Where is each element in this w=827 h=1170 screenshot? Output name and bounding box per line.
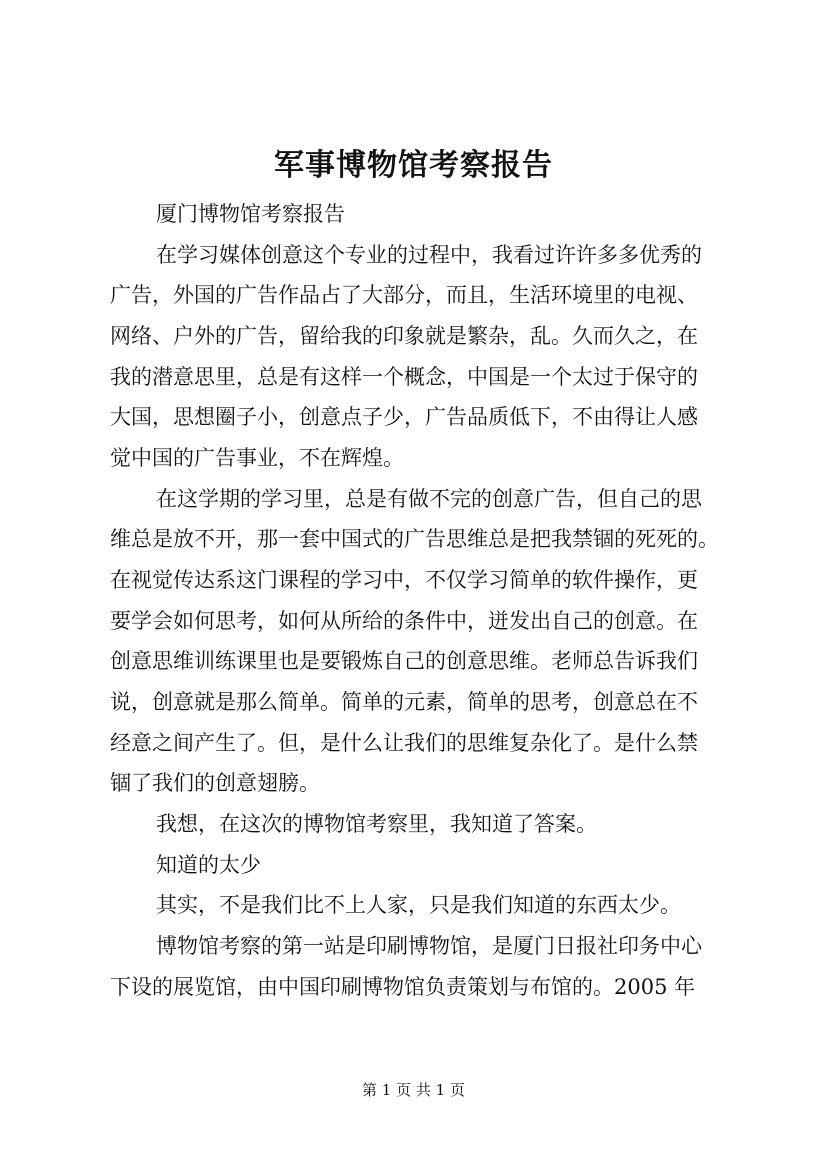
body-line: 说，创意就是那么简单。简单的元素，简单的思考，创意总在不 bbox=[110, 690, 698, 714]
body-line: 在视觉传达系这门课程的学习中，不仅学习简单的软件操作，更 bbox=[110, 568, 698, 592]
body-line: 创意思维训练课里也是要锻炼自己的创意思维。老师总告诉我们 bbox=[110, 649, 698, 673]
section-heading: 知道的太少 bbox=[156, 853, 261, 877]
body-line: 广告，外国的广告作品占了大部分，而且，生活环境里的电视、 bbox=[110, 283, 698, 307]
body-line: 要学会如何思考，如何从所给的条件中，迸发出自己的创意。在 bbox=[110, 609, 698, 633]
body-line: 在这学期的学习里，总是有做不完的创意广告，但自己的思 bbox=[156, 487, 702, 511]
body-line: 经意之间产生了。但，是什么让我们的思维复杂化了。是什么禁 bbox=[110, 731, 698, 755]
subtitle-line: 厦门博物馆考察报告 bbox=[156, 202, 345, 226]
body-line: 维总是放不开，那一套中国式的广告思维总是把我禁锢的死死的。 bbox=[110, 527, 719, 551]
body-line: 博物馆考察的第一站是印刷博物馆，是厦门日报社印务中心 bbox=[156, 934, 702, 958]
body-line: 网络、户外的广告，留给我的印象就是繁杂，乱。久而久之，在 bbox=[110, 324, 698, 348]
body-line: 其实，不是我们比不上人家，只是我们知道的东西太少。 bbox=[156, 893, 681, 917]
body-line: 我想，在这次的博物馆考察里，我知道了答案。 bbox=[156, 812, 597, 836]
body-line: 锢了我们的创意翅膀。 bbox=[110, 771, 320, 795]
body-line: 大国，思想圈子小，创意点子少，广告品质低下，不由得让人感 bbox=[110, 405, 698, 429]
page-footer: 第 1 页 共 1 页 bbox=[362, 1081, 465, 1099]
body-line: 在学习媒体创意这个专业的过程中，我看过许许多多优秀的 bbox=[156, 243, 702, 267]
document-title: 军事博物馆考察报告 bbox=[274, 148, 553, 183]
body-line: 觉中国的广告事业，不在辉煌。 bbox=[110, 446, 404, 470]
body-line: 下设的展览馆，由中国印刷博物馆负责策划与布馆的。2005 年 bbox=[110, 975, 696, 999]
body-line: 我的潜意思里，总是有这样一个概念，中国是一个太过于保守的 bbox=[110, 365, 698, 389]
